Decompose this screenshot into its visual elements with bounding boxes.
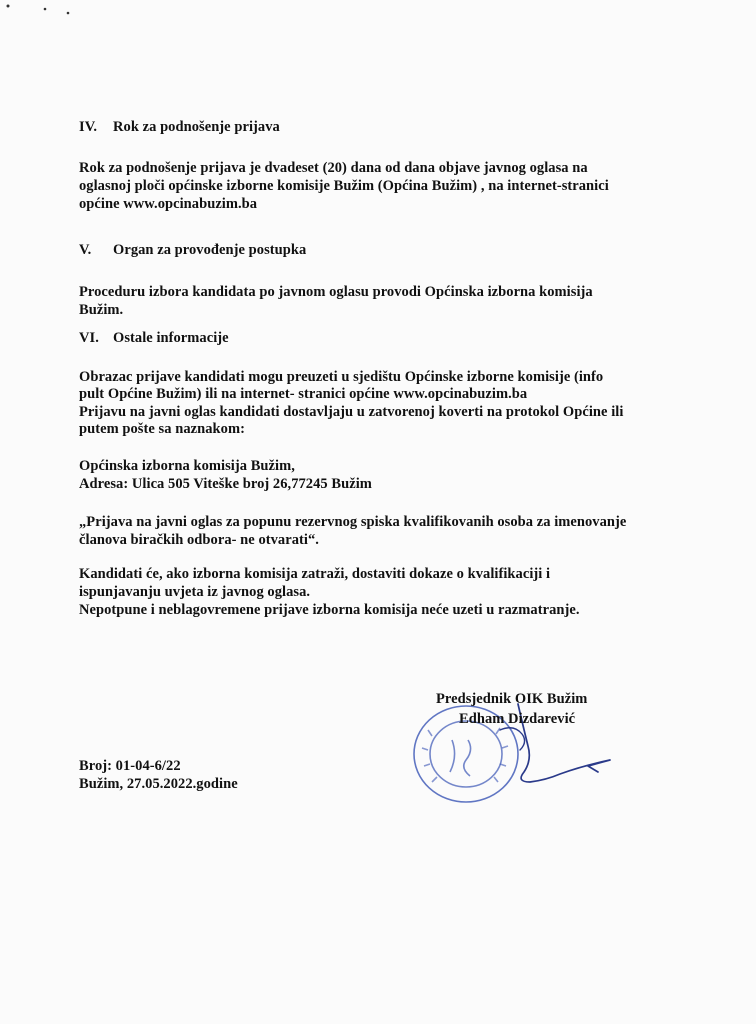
section-iv-line-2: oglasnoj ploči općinske izborne komisije Bužim (Općina Bužim) , na internet-stranici (79, 178, 609, 194)
quote-line-1: „Prijava na javni oglas za popunu rezervnog spiska kvalifikovanih osoba za imenovanje (79, 514, 627, 530)
signature-role: Predsjednik OIK Bužim (436, 691, 588, 707)
address-line-1: Općinska izborna komisija Bužim, (79, 458, 295, 474)
section-vi-para2-line-3: Nepotpune i neblagovremene prijave izborna komisija neće uzeti u razmatranje. (79, 602, 580, 618)
signature-name: Edham Dizdarević (459, 711, 576, 727)
section-vi-para1-line-4: putem pošte sa naznakom: (79, 421, 245, 437)
section-iv-line-3: općine www.opcinabuzim.ba (79, 196, 258, 212)
section-v-line-2: Bužim. (79, 302, 124, 318)
section-vi-para2-line-1: Kandidati će, ako izborna komisija zatraži, dostaviti dokaze o kvalifikaciji i (79, 566, 551, 582)
section-iv-line-1: Rok za podnošenje prijava je dvadeset (20) dana od dana objave javnog oglasa na (79, 160, 588, 176)
section-iv-heading (79, 119, 280, 136)
section-v-line-1: Proceduru izbora kandidata po javnom oglasu provodi Općinska izborna komisija (79, 284, 593, 300)
section-v-heading (79, 242, 306, 259)
scan-specks (0, 0, 80, 20)
section-vi-title: Ostale informacije (113, 330, 229, 346)
section-vi-para1-line-2: pult Općine Bužim) ili na internet- stranici općine www.opcinabuzim.ba (79, 386, 528, 402)
section-vi-heading (79, 330, 229, 347)
section-vi-para1-line-1: Obrazac prijave kandidati mogu preuzeti u sjedištu Općinske izborne komisije (info (79, 369, 604, 385)
section-vi-number: VI. (79, 330, 99, 346)
section-vi-para2-line-2: ispunjavanju uvjeta iz javnog oglasa. (79, 584, 311, 600)
section-v-number: V. (79, 242, 92, 258)
section-v-title: Organ za provođenje postupka (113, 242, 307, 258)
section-iv-title: Rok za podnošenje prijava (113, 119, 280, 135)
quote-line-2: članova biračkih odbora- ne otvarati“. (79, 532, 319, 548)
reference-place-date: Bužim, 27.05.2022.godine (79, 776, 238, 792)
reference-number: Broj: 01-04-6/22 (79, 758, 181, 774)
section-vi-para1-line-3: Prijavu na javni oglas kandidati dostavljaju u zatvorenoj koverti na protokol Općine ili (79, 404, 624, 420)
section-iv-number: IV. (79, 119, 98, 135)
address-line-2: Adresa: Ulica 505 Viteške broj 26,77245 Bužim (79, 476, 372, 492)
